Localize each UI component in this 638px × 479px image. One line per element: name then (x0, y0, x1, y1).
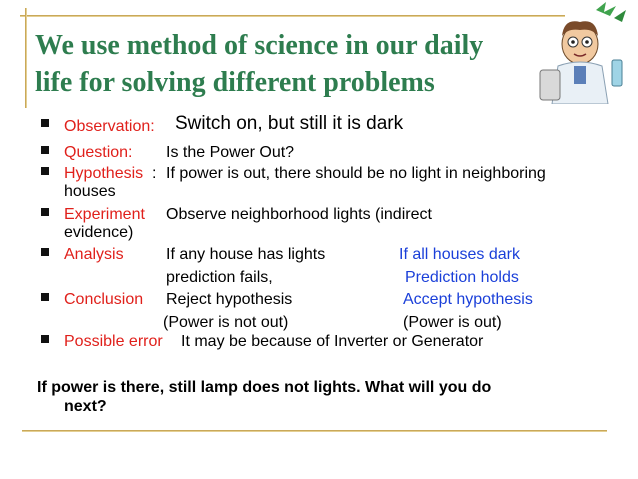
hypothesis-label: Hypothesis (64, 165, 144, 182)
square-bullet-icon (41, 293, 49, 301)
experiment-text-2: evidence) (64, 224, 134, 241)
slide-title (35, 27, 580, 101)
analysis-label: Analysis (64, 246, 124, 263)
conclusion-col1-line2: (Power is not out) (163, 314, 289, 331)
possible-error-label: Possible error (64, 333, 163, 350)
top-rule (20, 15, 565, 17)
square-bullet-icon (41, 335, 49, 343)
square-bullet-icon (41, 146, 49, 154)
question-label: Question: (64, 144, 133, 161)
observation-text: Switch on, but still it is dark (175, 113, 404, 134)
question-text: Is the Power Out? (166, 144, 295, 161)
experiment-text-1: Observe neighborhood lights (indirect (166, 206, 432, 223)
square-bullet-icon (41, 167, 49, 175)
title-line-2: life for solving different problems (35, 67, 435, 98)
square-bullet-icon (41, 208, 49, 216)
observation-label: Observation: (64, 118, 155, 135)
analysis-col2-line2: Prediction holds (405, 269, 519, 286)
analysis-col2-line1: If all houses dark (399, 246, 520, 263)
conclusion-label: Conclusion (64, 291, 144, 308)
title-line-1: We use method of science in our daily (35, 30, 484, 61)
square-bullet-icon (41, 248, 49, 256)
conclusion-col2-line2: (Power is out) (403, 314, 502, 331)
scientist-clipart-icon (534, 0, 638, 104)
analysis-col1-line1: If any house has lights (166, 246, 326, 263)
hypothesis-colon: : (152, 165, 157, 182)
hypothesis-text-2: houses (64, 183, 116, 200)
square-bullet-icon (41, 119, 49, 127)
conclusion-col2-line1: Accept hypothesis (403, 291, 533, 308)
left-rule (25, 8, 27, 108)
closing-question-line-2: next? (64, 398, 107, 415)
experiment-label: Experiment (64, 206, 145, 223)
possible-error-text: It may be because of Inverter or Generator (181, 333, 484, 350)
conclusion-col1-line1: Reject hypothesis (166, 291, 293, 308)
hypothesis-text-1: If power is out, there should be no light in neighboring (166, 165, 546, 182)
bottom-rule (22, 430, 607, 432)
analysis-col1-line2: prediction fails, (166, 269, 273, 286)
closing-question-line-1: If power is there, still lamp does not lights. What will you do (37, 379, 492, 396)
